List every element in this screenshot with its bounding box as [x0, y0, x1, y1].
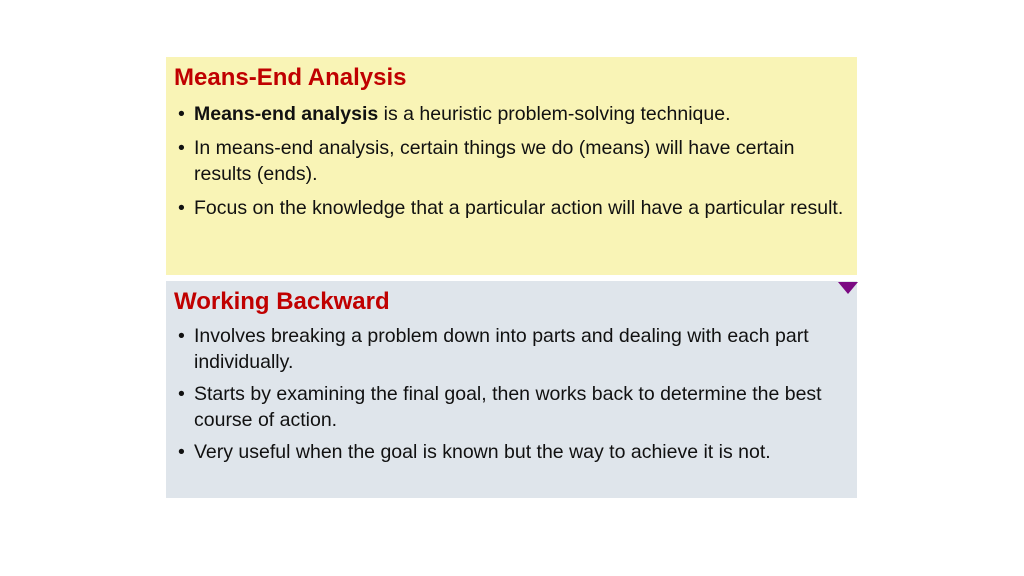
bullet-item: • Involves breaking a problem down into parts and dealing with each part individually. — [174, 323, 847, 375]
bullet-item: • Starts by examining the final goal, then works back to determine the best course of action. — [174, 381, 847, 433]
means-end-analysis-box — [166, 57, 857, 275]
section-title: Means-End Analysis — [174, 64, 407, 91]
working-backward-box — [166, 281, 857, 498]
bullet-text: is a heuristic problem-solving technique. — [378, 103, 731, 125]
bullet-item: • Focus on the knowledge that a particular action will have a particular result. — [174, 195, 847, 221]
bullet-item: • Very useful when the goal is known but the way to achieve it is not. — [174, 439, 847, 465]
section-title: Working Backward — [174, 288, 390, 315]
bullet-item — [174, 101, 847, 127]
bold-term: Means-end analysis — [194, 103, 379, 125]
bullet-item: • In means-end analysis, certain things we do (means) will have certain results (ends). — [174, 135, 847, 187]
triangle-marker-icon — [838, 282, 858, 294]
